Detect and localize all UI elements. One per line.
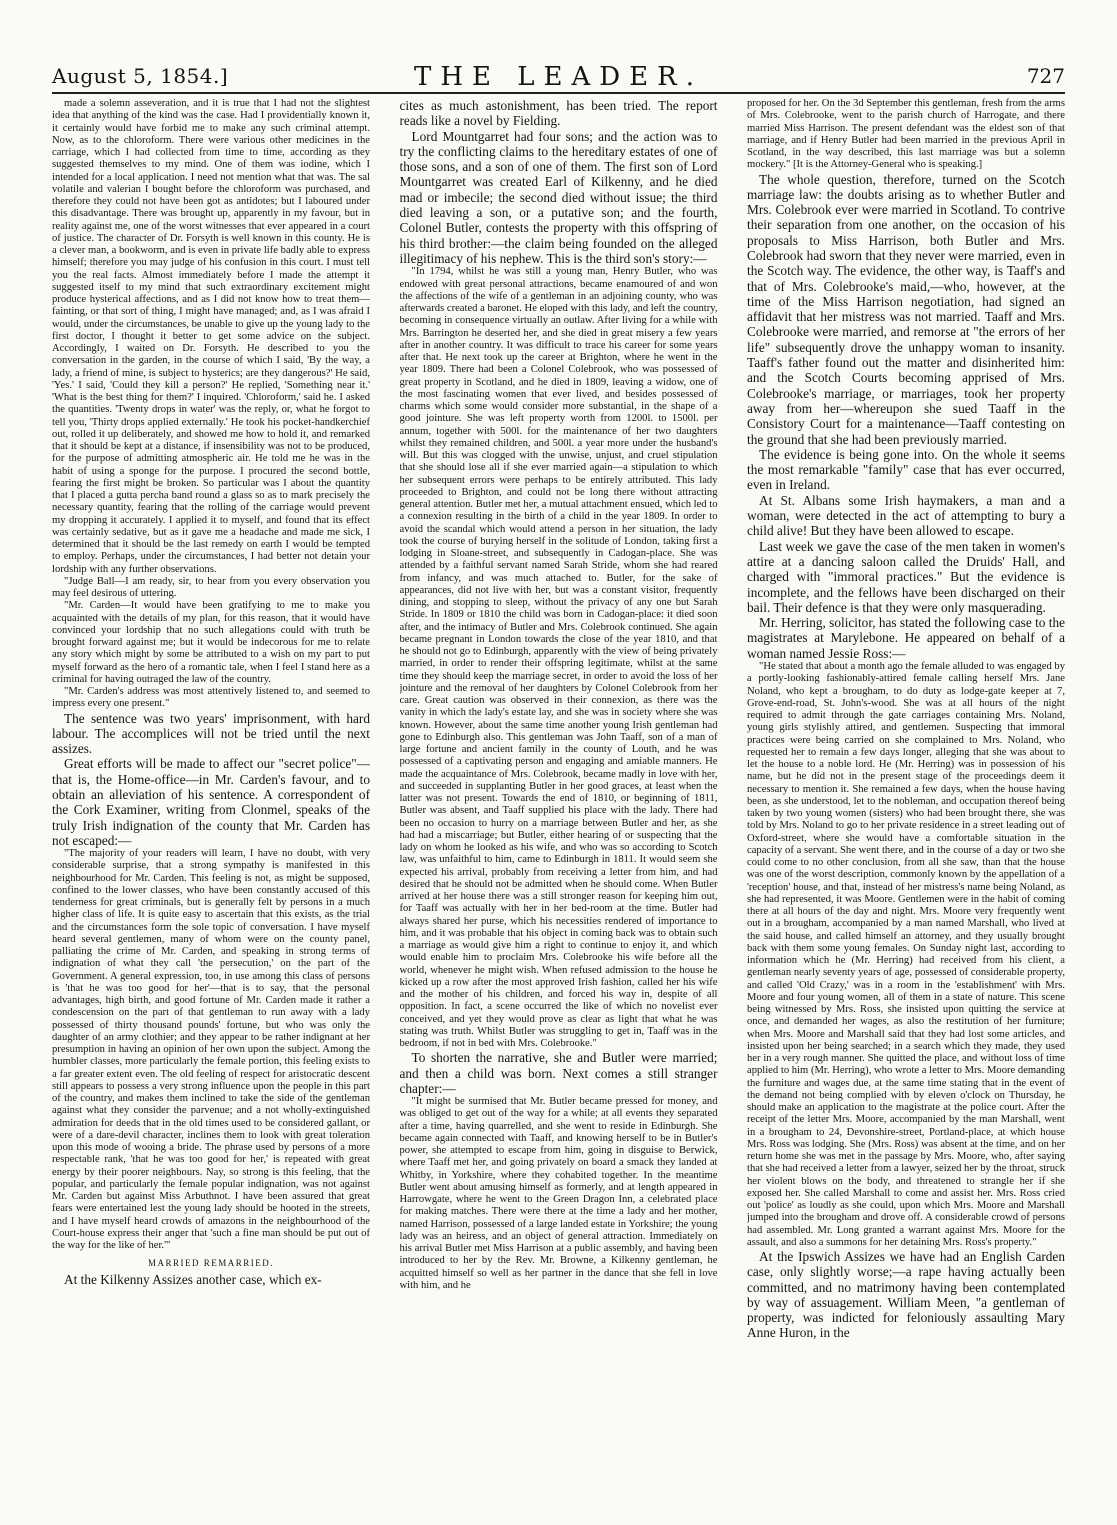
paragraph: At St. Albans some Irish haymakers, a man and a woman, were detected in the act of attempting to bury a child alive! But they have been allowed to escape.	[747, 492, 1065, 539]
paragraph: "Mr. Carden's address was most attentively listened to, and seemed to impress every one present."	[52, 686, 370, 710]
paragraph: The whole question, therefore, turned on the Scotch marriage law: the doubts arising as to whether Butler and Mrs. Colebrook ever were married in Scotland. To contrive their separation from one another, on the occasion of his proposals to Miss Harrison, both Butler and Mrs. Colebrook had sworn that they never were married, even in the Scotch way. The evidence, the other way, is Taaff's and that of Mrs. Colebrooke's maid,—who, however, at the time of the Miss Harrison negotiation, had signed an affidavit that her mistress was not married. Taaff and Mrs. Colebrooke were married, and remorse at "the errors of her life" subsequently drove the unhappy woman to insanity. Taaff's father found out the matter and disinherited him: and the Scotch Courts becoming apprised of Mrs. Colebrooke's marriage, or marriages, took her property away from her—whereupon she sued Taaff in the Consistory Court for a maintenance—Taaff contesting on the ground that she had been previously married.	[747, 171, 1065, 447]
paragraph: "Judge Ball—I am ready, sir, to hear from you every observation you may feel desirous of uttering.	[52, 575, 370, 599]
paragraph: "In 1794, whilst he was still a young man, Henry Butler, who was endowed with great personal attractions, became enamoured of and won the affections of the wife of a gentleman in an adjoining county, who was afterwards created a baronet. He eloped with this lady, and left the country, becoming in consequence virtually an outlaw. After living for a while with Mrs. Barrington he deserted her, and she died in great misery a few years after in another country. It was difficult to trace his career for some years after that. He next took up the career at Brighton, where he went in the year 1809. There had been a Colonel Colebrook, who was possessed of great property in Scotland, and he died in 1809, leaving a widow, one of the most fascinating women that ever lived, and besides possessed of charms which some would consider more substantial, in the shape of a good jointure. She was left property worth from 1200l. to 1500l. per annum, together with 500l. for the maintenance of her two daughters whilst they remained children, and 500l. a year more under the husband's will. But this was clogged with the unwise, unjust, and cruel stipulation that she should lose all if she ever married again—a stipulation to which her subsequent errors were perhaps to be entirely attributed. This lady proceeded to Brighton, and could not be long there without attracting general attention. Butler met her, a mutual attachment ensued, which led to a connexion resulting in the birth of a child in the year 1809. In order to avoid the scandal which would attend a person in her situation, the lady took the course of burying herself in the solitude of London, taking first a lodging in Sloane-street, and subsequently in Cadogan-place. She was attended by a faithful servant named Sarah Stride, whom she had reared from infancy, and was much attached to. Butler, for the sake of appearances, did not live with her, but was a constant visitor, frequently dining, and stopping to sleep, without the privacy of any one but Sarah Stride. In 1809 or 1810 the child was born in Cadogan-place: it died soon after, and the intimacy of Butler and Mrs. Colebrook continued. She again became pregnant in London towards the close of the year 1810, and that he should not go to Edinburgh, apparently with the view of being privately married, in order to render their offspring legitimate, whilst at the same time they should keep the marriage secret, in order to avoid the loss of her jointure and the removal of her daughters by Colonel Colebrook from her care. Great caution was observed in their connexion, as there was the vanity in which the lady's estate lay, and she was in society where she was known. However, about the same time another young Irish gentleman had gone to Edinburgh also. This gentleman was John Taaff, son of a man of large fortune and ancient family in the county of Louth, and he was possessed of a captivating person and engaging and amiable manners. He made the acquaintance of Mrs. Colebrook, became madly in love with her, and succeeded in supplanting Butler in her good graces, at least when the latter was not present. Towards the end of 1810, or beginning of 1811, Butler was absent, and Taaff supplied his place with the lady. There had been no occasion to hurry on a marriage between Butler and her, as she had had a miscarriage; but Butler, either hearing of or suspecting that the lady on whom he looked as his wife, and who was so according to Scotch law, was unfaithful to him, came to Edinburgh in 1811. It would seem she expected his arrival, probably from receiving a letter from him, and had desired that he should not be admitted when he should come. When Butler arrived at her house there was a still stronger reason for keeping him out, for Taaff was actually with her in her bed-room at the time. Butler had always shared her purse, which his necessities rendered of importance to him, and it was probable that his object in coming back was to obtain such a marriage as would give him a right to continue to enjoy it, and which would enable him to proclaim Mrs. Colebrooke his wife before all the world, whenever he might wish. When refused admission to the house he kicked up a row after the most approved Irish fashion, called her his wife and the mother of his children, and forced his way in, despite of all opposition. In fact, a scene occurred the like of which no novelist ever conceived, and yet they would prove as clear as light that what he was stating was truth. Whilst Butler was struggling to get in, Taaff was in the bedroom, if not in bed with Mrs. Colebrooke."	[399, 266, 718, 1050]
paragraph: Last week we gave the case of the men taken in women's attire at a dancing saloon called the Druids' Hall, and charged with "immoral practices." But the evidence is incomplete, and the fellows have been discharged on their bail. Their defence is that they were only masquerading.	[747, 538, 1065, 615]
page-number: 727	[1026, 64, 1065, 88]
paragraph: The sentence was two years' imprisonment, with hard labour. The accomplices will not be tried until the next assizes.	[52, 710, 370, 757]
paragraph: To shorten the narrative, she and Butler were married; and then a child was born. Next comes a still stranger chapter:—	[399, 1050, 718, 1096]
paragraph: "The majority of your readers will learn, I have no doubt, with very considerable surprise, that a strong sympathy is manifested in this neighbourhood for Mr. Carden. This feeling is not, as might be supposed, confined to the lower classes, who have been constantly accused of this tenderness for great criminals, but is generally felt by persons in a much higher class of life. It is quite easy to ascertain that this exists, as the trial and the circumstances form the sole topic of conversation. I have myself heard several gentlemen, many of whom were on the county panel, palliating the crime of Mr. Carden, and speaking in strong terms of indignation of what they call 'the persecution,' on the part of the Government. A general expression, too, in use among this class of persons is 'that he was too good for her'—that is to say, that the personal advantages, high birth, and good fortune of Mr. Carden made it rather a condescension on the part of that gentleman to run away with a lady possessed of thirty thousand pounds' fortune, but who was only the daughter of an army clothier; and they appear to be rather indignant at her presumption in having an opinion of her own upon the subject. Among the humbler classes, more particularly the female portion, this feeling exists to a far greater extent even. The old feeling of respect for aristocratic descent still appears to possess a very strong influence upon the people in this part of the country, and makes them inclined to take the side of the gentleman against what they consider the parvenue; and a not wholly-extinguished admiration for deeds that in the old times used to be considered gallant, or were of a dare-devil character, inclines them to look with great toleration upon this mode of wooing a bride. The phrase used by persons of a more respectable rank, 'that he was too good for her,' is repeated with great energy by their poorer neighbours. Nay, so strong is this feeling, that the popular, and particularly the female popular indignation, was not against Mr. Carden but against Miss Arbuthnot. I have been assured that great fears were entertained lest the young lady should be hooted in the streets, and I have myself heard crowds of amazons in the neighbourhood of the Court-house express their anger that 'such a fine man should be put out of the way for the like of her.'"	[52, 848, 370, 1252]
paragraph: Great efforts will be made to affect our "secret police"—that is, the Home-office—in Mr. Carden's favour, and to obtain an alleviation of his sentence. A correspondent of the Cork Examiner, writing from Clonmel, speaks of the truly Irish indignation of the county that Mr. Carden has not escaped:—	[52, 756, 370, 848]
paragraph: At the Ipswich Assizes we have had an English Carden case, only slightly worse;—a rape having actually been committed, and no matrimony having been contemplated by way of assuagement. William Meen, "a gentleman of property, was indicted for feloniously assaulting Mary Anne Huron, in the	[747, 1249, 1065, 1341]
column-1	[52, 98, 370, 1507]
page-header	[52, 52, 1065, 92]
paragraph: "Mr. Carden—It would have been gratifying to me to make you acquainted with the details of my plan, for this reason, that it would have convinced your lordship that no such allegations could with truth be brought forward against me; but it would be indecorous for me to relate any story which might by some be attributed to a wish on my part to put myself forward as the hero of a romantic tale, when I feel I stand here as a criminal for having outraged the law of the country.	[52, 600, 370, 685]
issue-date: August 5, 1854.]	[52, 64, 229, 88]
paragraph: The evidence is being gone into. On the whole it seems the most remarkable "family" case that has ever occurred, even in Ireland.	[747, 446, 1065, 493]
section-subheading: MARRIED REMARRIED.	[147, 1258, 274, 1269]
masthead-title: THE LEADER.	[414, 62, 703, 92]
paragraph: cites as much astonishment, has been tried. The report reads like a novel by Fielding.	[399, 98, 718, 129]
header-rule	[52, 92, 1065, 94]
paragraph: "He stated that about a month ago the female alluded to was engaged by a portly-looking fashionably-attired female calling herself Mrs. Jane Noland, who kept a brougham, to do duty as lodge-gate keeper at 7, Grove-end-road, St. John's-wood. She was at all hours of the night required to admit through the gate carriages containing Mrs. Noland, young girls stylishly attired, and gentlemen. Suspecting that immoral practices were being carried on she complained to Mrs. Noland, who requested her to remain a few days longer, alleging that she was about to let the house to a noble lord. He (Mr. Herring) was in possession of his name, but he did not in the present stage of the proceedings deem it necessary to mention it. She remained a few days, when the house having been, as she understood, let to the nobleman, and occupation thereof being taken by two young women (sisters) who had been brought there, she was told by Mrs. Noland to go to her private residence in a street leading out of Oxford-street, where she would have a comfortable situation in the capacity of a servant. She went there, and in the course of a day or two she could come to no other conclusion, from all she saw, than that the house was one of the worst description, commonly known by the appellation of a 'reception' house, and that, instead of her mistress's name being Noland, as she had represented, it was Moore. Gentlemen were in the habit of coming there at all hours of the day and night. Mrs. Moore very frequently went out in a brougham, accompanied by a man named Marshall, who lived at the said house, and called himself an attorney, and they usually brought back with them some young females. On Sunday night last, according to information which he (Mr. Herring) had received from his client, a gentleman nearly seventy years of age, possessed of considerable property, and called 'Old Crazy,' was in a room in the 'establishment' with Mrs. Moore and four young women, all of them in a state of nature. This scene being witnessed by Mrs. Ross, she insisted upon quitting the service at once, and demanded her wages, as also the restitution of her furniture; when Mrs. Moore and Marshall said that they had lost some articles, and insisted upon her being searched; in a search which they made, they used her in a very rough manner. She quitted the place, and without loss of time applied to him (Mr. Herring), who wrote a letter to Mrs. Moore demanding the furniture and wages due, at the same time stating that in the event of the demand not being complied with by eleven o'clock on Thursday, he should make an application to the magistrate at the police court. After the receipt of the letter Mrs. Moore, accompanied by the man Marshall, went in a brougham to 24, Devonshire-street, Portland-place, at which house Mrs. Ross was lodging. She (Mrs. Ross) was absent at the time, and on her return home she was met in the passage by Mrs. Moore, who, after saying that she had received a letter from a lawyer, seized her by the throat, struck her violent blows on the body, and threatened to strangle her if she exposed her. She called Marshall to come and assist her. Mrs. Ross cried out 'police' as loudly as she could, upon which Mrs. Moore and Marshall jumped into the brougham and drove off. A considerable crowd of persons had assembled. Mr. Long granted a warrant against Mrs. Moore for the assault, and also a summons for her detaining Mrs. Ross's property."	[747, 661, 1065, 1248]
paragraph: At the Kilkenny Assizes another case, which ex-	[64, 1271, 322, 1287]
paragraph: Lord Mountgarret had four sons; and the action was to try the conflicting claims to the hereditary estates of one of those sons, and a son of one of them. The first son of Lord Mountgarret was created Earl of Kilkenny, and he died mad or imbecile; the second died without issue; the third died leaving a son, or a putative son; and the fourth, Colonel Butler, contests the property with this offspring of his third brother:—the claim being founded on the alleged illegitimacy of his nephew. This is the third son's story:—	[399, 128, 718, 266]
columns	[52, 98, 1065, 1507]
column-3	[747, 98, 1065, 1507]
paragraph: Mr. Herring, solicitor, has stated the following case to the magistrates at Marylebone. He appeared on behalf of a woman named Jessie Ross:—	[747, 615, 1065, 661]
paragraph: made a solemn asseveration, and it is true that I had not the slightest idea that anything of the kind was the case. Had I providentially known it, it certainly would have forbid me to make any such criminal attempt. Now, as to the chloroform. There were various other medicines in the carriage, which I had collected from time to time, according as they suggested themselves to my mind. One of them was iodine, which I intended for a local application. I need not mention what that was. The sal volatile and valerian I bought before the chloroform was purchased, and therefore they could not have been got as antidotes; but I laboured under this disadvantage. There was brought up, apparently in my favour, but in reality against me, one of the worst witnesses that ever appeared in a court of justice. The character of Dr. Forsyth is well known in this county. He is a clever man, a bookworm, and is even in private life badly able to express himself; therefore you may judge of his confusion in this court. I must tell you the real facts. Almost immediately before I made the attempt it suggested itself to my mind that such extraordinary excitement might produce hysterical affections, and as I did not know how to treat them—fainting, or that sort of thing, I might have managed; and, as I was afraid I would, under the circumstances, be unable to give up the young lady to the first doctor, I thought it better to get some advice on the subject. Accordingly, I waited on Dr. Forsyth. He described to you the conversation in the garden, in the course of which I said, 'By the way, a lady, a friend of mine, is subject to hysterics; are they dangerous?' He said, 'Yes.' I said, 'Could they kill a person?' He replied, 'Something near it.' 'What is the best thing for them?' I inquired. 'Chloroform,' said he. I asked the quantities. 'Twenty drops in water' was the reply, or, what he forgot to tell you, 'Thirty drops applied externally.' He took his pocket-handkerchief out, rolled it up deliberately, and showed me how to hold it, and remarked that it should be kept at a distance, if insensibility was not to be produced, for the purpose of admitting atmospheric air. He told me he was in the habit of using a sponge for the purpose. I procured the second bottle, fearing the first might be broken. So particular was I about the quantity that I placed a gutta percha band round a glass so as to mark precisely the necessary quantity, fearing that the rolling of the carriage would prevent my dropping it accurately. I applied it to myself, and found that its effect was certainly sedative, but as it gave me a headache and made me sick, I determined that it should be the last remedy on earth I would be tempted to employ. Perhaps, under the circumstances, I had better not detain your lordship with any further observations.	[52, 98, 370, 575]
paragraph: proposed for her. On the 3d September this gentleman, fresh from the arms of Mrs. Colebrooke, went to the parish church of Harrogate, and there married Miss Harrison. The present defendant was the eldest son of that marriage, and if Henry Butler had been married in the previous April in Scotland, in the way described, this last marriage was but a solemn mockery." [It is the Attorney-General who is speaking.]	[747, 98, 1065, 171]
paragraph: "It might be surmised that Mr. Butler became pressed for money, and was obliged to get out of the way for a while; at all events they separated after a time, having quarrelled, and she went to reside in Edinburgh. She became again connected with Taaff, and knowing herself to be in Butler's power, she attempted to escape from him, going in disguise to Berwick, where Taaff met her, and going privately on board a smack they landed at Whitby, in Yorkshire, where they cohabited together. In the meantime Butler went about amusing himself as formerly, and at length appeared in Harrowgate, where he went to the Green Dragon Inn, a celebrated place for making matches. There were there at the time a lady and her mother, named Harrison, possessed of a large landed estate in Yorkshire; the young lady was an heiress, and an object of general attraction. Immediately on his arrival Butler met Miss Harrison at a public assembly, and having been introduced to her by the Rev. Mr. Browne, a Kilkenny gentleman, he acquitted himself so well as her partner in the dance that she fell in love with him, and he	[399, 1096, 718, 1291]
column-2	[400, 98, 718, 1507]
